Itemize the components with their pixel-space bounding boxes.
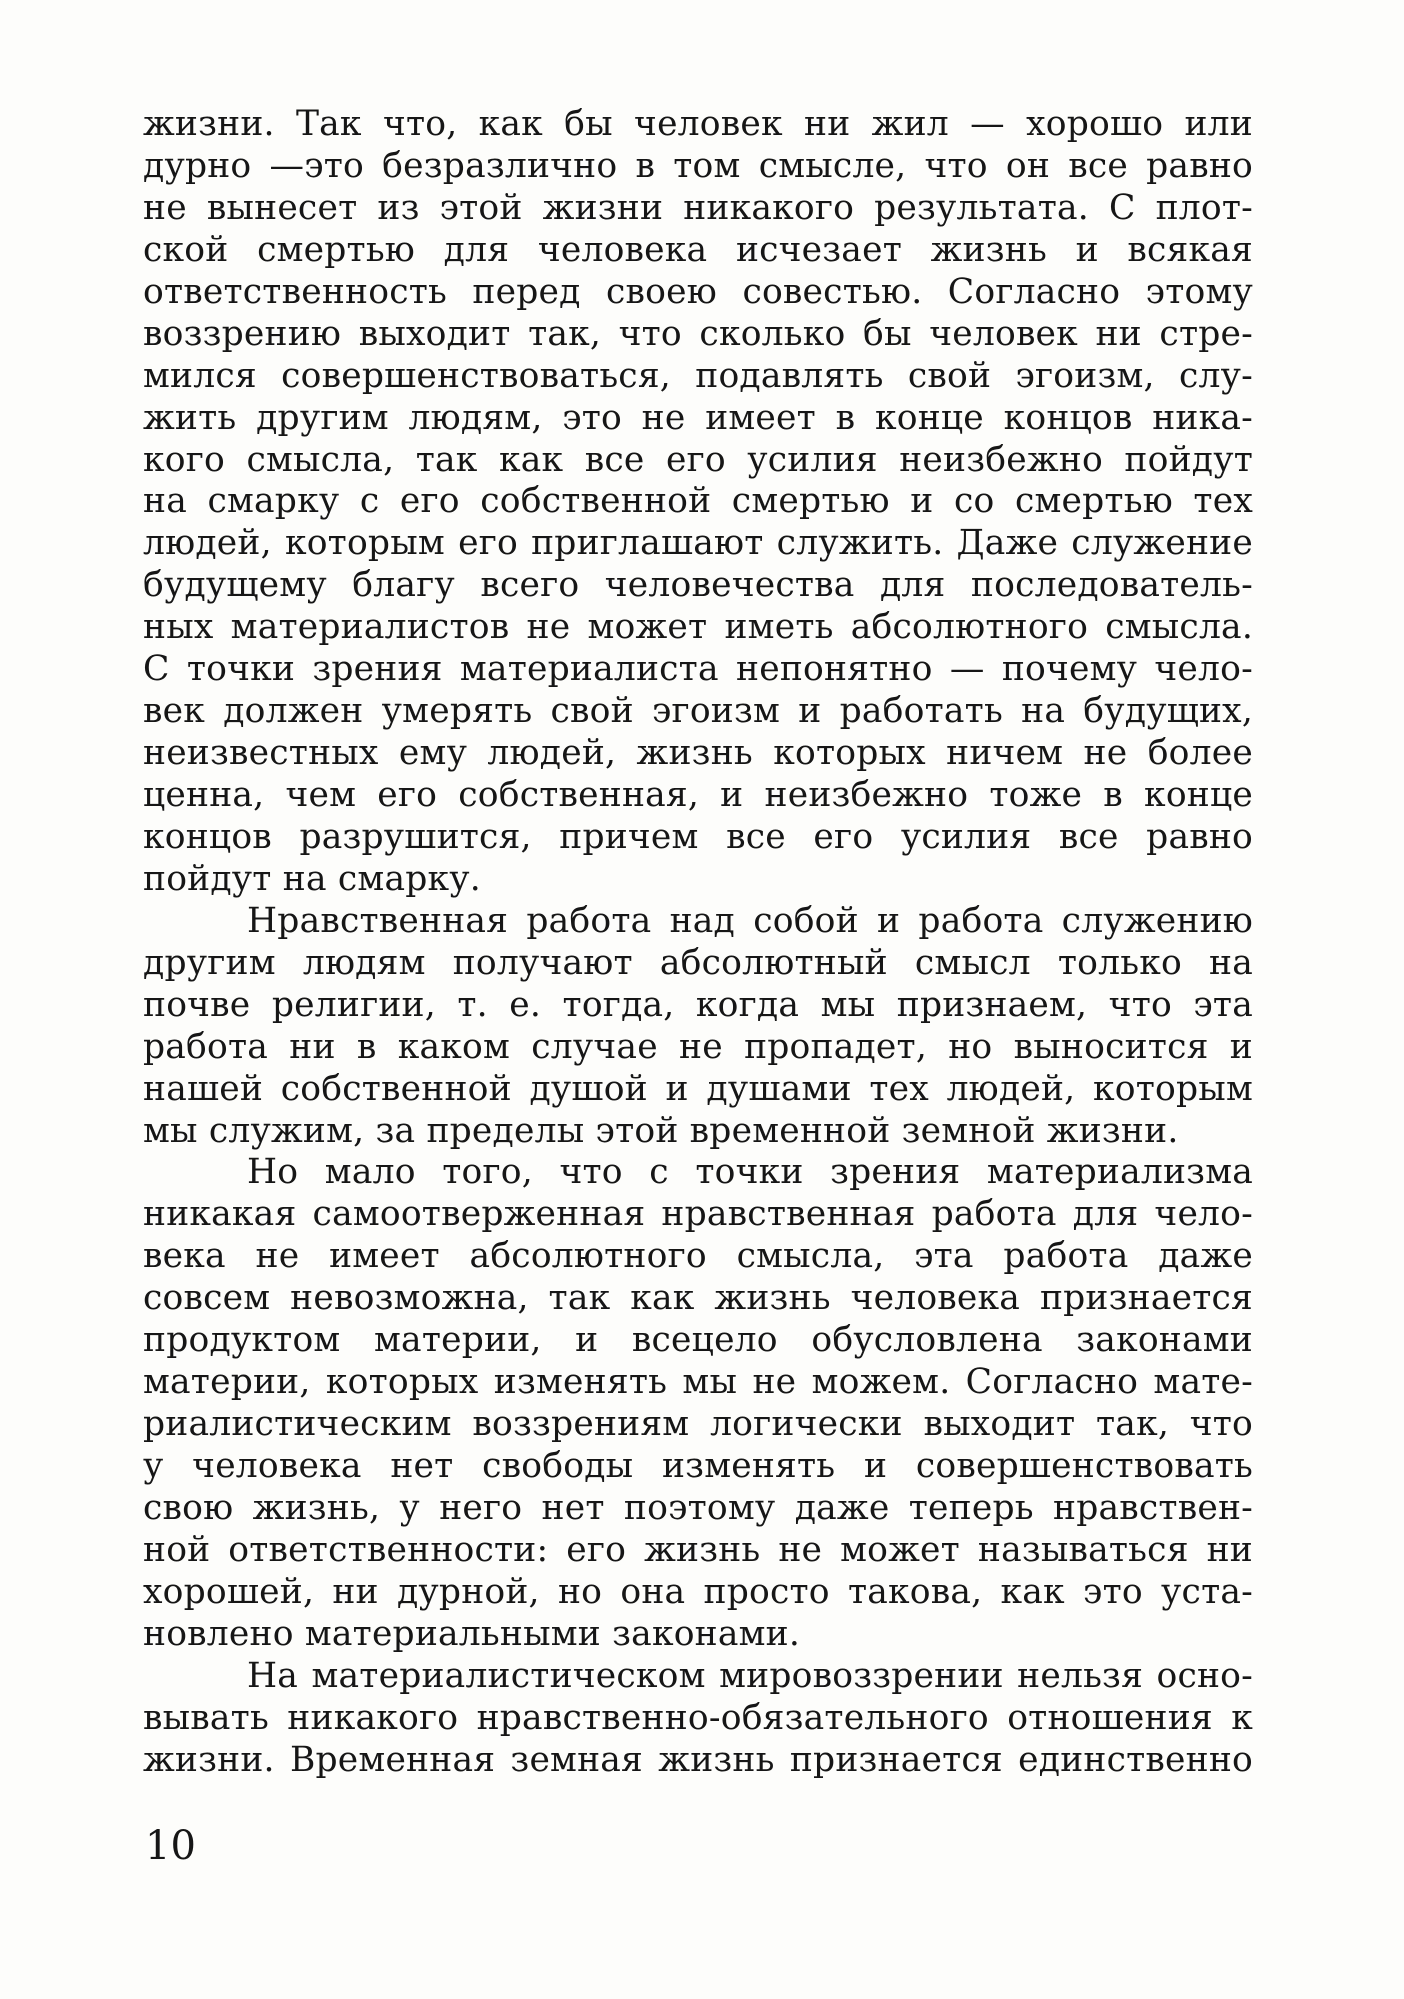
text-line: жизни. Так что, как бы человек ни жил — хорошо или xyxy=(143,104,1253,144)
text-line: другим людям получают абсолютный смысл только на xyxy=(143,942,1253,983)
text-line: ной ответственности: его жизнь не может называться ни xyxy=(143,1529,1253,1570)
text-line: продуктом материи, и всецело обусловлена законами xyxy=(143,1320,1253,1361)
text-line: материи, которых изменять мы не можем. Согласно мате- xyxy=(143,1362,1253,1403)
text-line: вывать никакого нравственно-обязательного отношения к xyxy=(143,1697,1253,1738)
text-line: С точки зрения материалиста непонятно — почему чело- xyxy=(143,649,1253,690)
text-line: неизвестных ему людей, жизнь которых ничем не более xyxy=(143,733,1253,774)
text-line: концов разрушится, причем все его усилия все равно xyxy=(143,816,1253,857)
page-number: 10 xyxy=(145,1823,196,1869)
text-line: совсем невозможна, так как жизнь человека признается xyxy=(143,1278,1253,1319)
text-line: ценна, чем его собственная, и неизбежно тоже в конце xyxy=(143,775,1253,815)
text-line: Нравственная работа над собой и работа служению xyxy=(247,900,1253,941)
text-line: кого смысла, так как все его усилия неизбежно пойдут xyxy=(143,439,1253,480)
text-line: будущему благу всего человечества для последователь- xyxy=(143,565,1253,606)
text-line: на смарку с его собственной смертью и со смертью тех xyxy=(143,481,1253,522)
text-line: века не имеет абсолютного смысла, эта работа даже xyxy=(143,1236,1253,1277)
text-line: воззрению выходит так, что сколько бы человек ни стре- xyxy=(143,313,1253,354)
text-line: жить другим людям, это не имеет в конце концов ника- xyxy=(143,397,1253,438)
text-line: хорошей, ни дурной, но она просто такова, как это уста- xyxy=(143,1571,1253,1612)
text-line: мы служим, за пределы этой временной земной жизни. xyxy=(143,1110,1179,1151)
text-line: ответственность перед своею совестью. Согласно этому xyxy=(143,271,1253,312)
text-line: ных материалистов не может иметь абсолютного смысла. xyxy=(143,607,1253,648)
text-line: ской смертью для человека исчезает жизнь и всякая xyxy=(143,229,1253,270)
text-line: век должен умерять свой эгоизм и работать на будущих, xyxy=(143,691,1253,732)
text-line: новлено материальными законами. xyxy=(143,1613,801,1654)
body-text xyxy=(143,104,1253,1782)
text-line: работа ни в каком случае не пропадет, но выносится и xyxy=(143,1026,1253,1067)
text-line: почве религии, т. е. тогда, когда мы признаем, что эта xyxy=(143,984,1253,1025)
text-line: нашей собственной душой и душами тех людей, которым xyxy=(143,1068,1253,1109)
text-line: людей, которым его приглашают служить. Даже служение xyxy=(143,523,1253,564)
text-line: у человека нет свободы изменять и совершенствовать xyxy=(143,1446,1253,1486)
text-line: жизни. Временная земная жизнь признается единственно xyxy=(143,1739,1253,1780)
text-line: свою жизнь, у него нет поэтому даже теперь нравствен- xyxy=(143,1487,1253,1528)
text-line: не вынесет из этой жизни никакого результата. С плот- xyxy=(143,187,1253,228)
text-line: дурно —это безразлично в том смысле, что он все равно xyxy=(143,145,1253,186)
text-line: Но мало того, что с точки зрения материализма xyxy=(247,1152,1253,1193)
text-line: пойдут на смарку. xyxy=(143,858,481,899)
text-line: На материалистическом мировоззрении нельзя осно- xyxy=(247,1655,1253,1696)
text-line: риалистическим воззрениям логически выходит так, что xyxy=(143,1404,1253,1445)
text-line: мился совершенствоваться, подавлять свой эгоизм, слу- xyxy=(143,355,1253,396)
text-line: никакая самоотверженная нравственная работа для чело- xyxy=(143,1194,1253,1235)
